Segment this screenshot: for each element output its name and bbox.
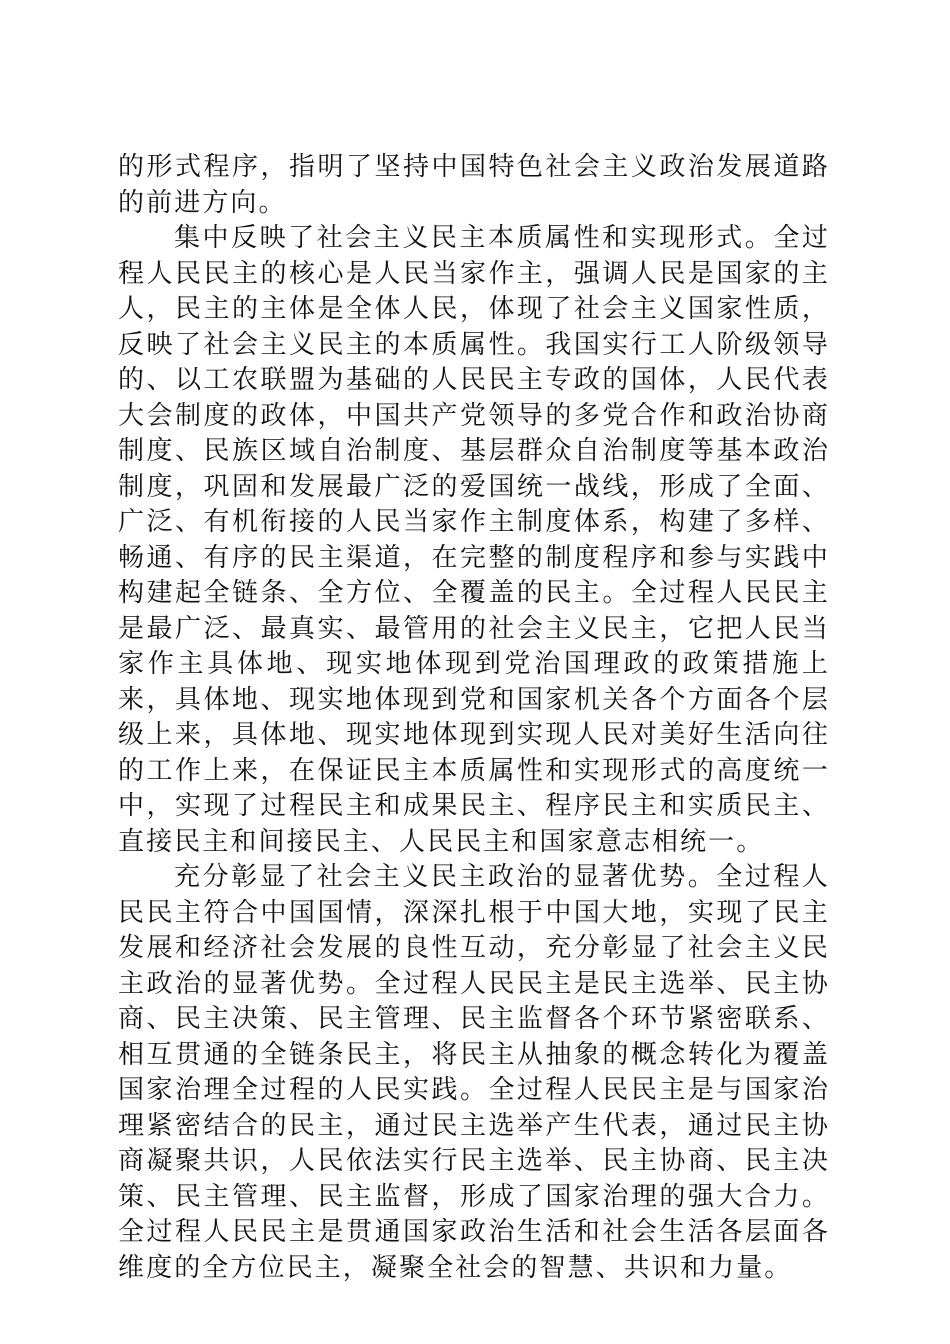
paragraph-essence: 集中反映了社会主义民主本质属性和实现形式。全过程人民民主的核心是人民当家作主，强调人民是国家的主人，民主的主体是全体人民，体现了社会主义国家性质，反映了社会主义民主的本质属性。我国实行工人阶级领导的、以工农联盟为基础的人民民主专政的国体，人民代表大会制度的政体，中国共产党领导的多党合作和政治协商制度、民族区域自治制度、基层群众自治制度等基本政治制度，巩固和发展最广泛的爱国统一战线，形成了全面、广泛、有机衔接的人民当家作主制度体系，构建了多样、畅通、有序的民主渠道，在完整的制度程序和参与实践中构建起全链条、全方位、全覆盖的民主。全过程人民民主是最广泛、最真实、最管用的社会主义民主，它把人民当家作主具体地、现实地体现到党治国理政的政策措施上来，具体地、现实地体现到党和国家机关各个方面各个层级上来，具体地、现实地体现到实现人民对美好生活向往的工作上来，在保证民主本质属性和实现形式的高度统一中，实现了过程民主和成果民主、程序民主和实质民主、直接民主和间接民主、人民民主和国家意志相统一。 — [118, 223, 830, 857]
paragraph-advantage: 充分彰显了社会主义民主政治的显著优势。全过程人民民主符合中国国情，深深扎根于中国大地，实现了民主发展和经济社会发展的良性互动，充分彰显了社会主义民主政治的显著优势。全过程人民民主是民主选举、民主协商、民主决策、民主管理、民主监督各个环节紧密联系、相互贯通的全链条民主，将民主从抽象的概念转化为覆盖国家治理全过程的人民实践。全过程人民民主是与国家治理紧密结合的民主，通过民主选举产生代表，通过民主协商凝聚共识，人民依法实行民主选举、民主协商、民主决策、民主管理、民主监督，形成了国家治理的强大合力。全过程人民民主是贯通国家政治生活和社会生活各层面各维度的全方位民主，凝聚全社会的智慧、共识和力量。 — [118, 862, 830, 1283]
document-page — [118, 150, 830, 1286]
paragraph-continuation: 的形式程序，指明了坚持中国特色社会主义政治发展道路的前进方向。 — [118, 152, 830, 218]
